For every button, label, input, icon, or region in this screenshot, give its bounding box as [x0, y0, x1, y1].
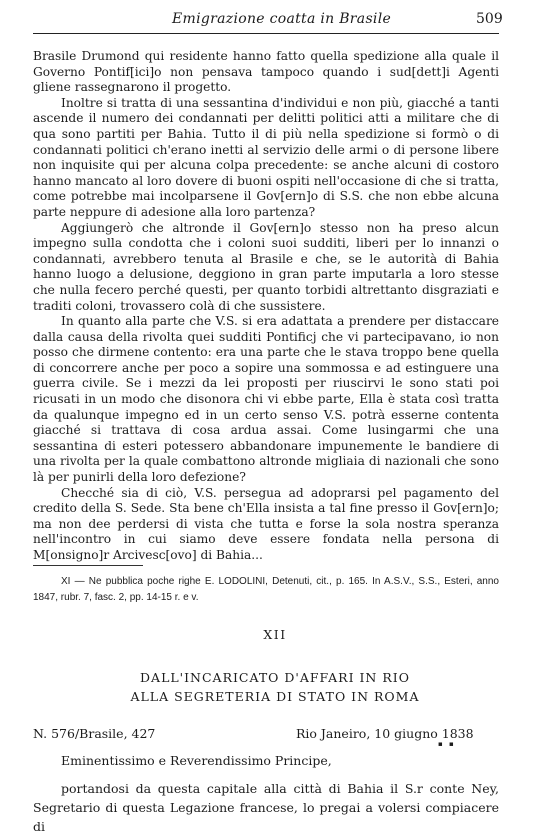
document-title [0, 668, 550, 706]
salutation: Eminentissimo e Reverendissimo Principe, [61, 753, 332, 768]
date-marks: ▪ ▪ [438, 740, 456, 748]
paragraph-continuation: Brasile Drumond qui residente hanno fatto quella spedizione alla quale il Governo Pontif[ici]o non pensava tampoco quando i sud[dett]i Agenti gliene rassegnarono il progetto. [33, 49, 499, 95]
paragraph: Aggiungerò che altronde il Gov[ern]o stesso non ha preso alcun impegno sulla condotta che i coloni suoi sudditi, liberi per lo innanzi o condannati, avrebbero tenuta al Brasile e che, se le autorità di Bahia hanno luogo a delusione, deggiono in gran parte imputarla a loro stesse che nulla fecero perché questi, per quanto torbidi altrettanto disgraziati e traditi coloni, trovassero colà di che sussistere. [33, 220, 499, 313]
running-head: Emigrazione coatta in Brasile [172, 11, 392, 27]
place-date: Rio Janeiro, 10 giugno 1838 [296, 726, 474, 741]
page-header [0, 0, 550, 40]
footnote-rule [33, 565, 143, 566]
footnote: XI — Ne pubblica poche righe E. LODOLINI, Detenuti, cit., p. 165. In A.S.V., S.S., Esteri, anno 1847, rubr. 7, fasc. 2, pp. 14-15 r. e v. [33, 576, 499, 603]
paragraph: In quanto alla parte che V.S. si era adattata a prendere per distaccare dalla causa della rivolta quei sudditi Pontificj che vi partecipavano, io non posso che dirmene contento: era una parte che le stava troppo bene quella di concorrere anche per poco a sopire una sommossa e ad estinguere una guerra civile. Se i mezzi da lei proposti per riuscirvi le sono stati poi ricusati in un modo che disonora chi vi ebbe parte, Ella è stata così tratta da qualunque impegno ed in un certo senso V.S. potrà esserne contenta giacché si trattava di cosa ardua assai. Come lusingarmi che una sessantina di esteri potessero abbandonare impunemente le bandiere di una rivolta per la quale combattono altronde migliaia di nazionali che sono là per punirli della loro defezione? [33, 314, 499, 485]
page-number: 509 [476, 11, 503, 27]
header-rule [33, 33, 499, 34]
letter-opening: portandosi da questa capitale alla città di Bahia il S.r conte Ney, Segretario di questa Legazione francese, lo pregai a volersi compiacere di [33, 781, 499, 834]
main-text [33, 49, 499, 564]
document-title-line: DALL'INCARICATO D'AFFARI IN RIO [140, 670, 410, 685]
paragraph: Inoltre si tratta di una sessantina d'individui e non più, giacché a tanti ascende il numero dei condannati per delitti politici atti a militare che di qua sono partiti per Bahia. Tutto il di più nella spedizione si formò o di condannati politici ch'erano inetti al servizio delle armi o di persone libere non inquisite qui per alcuna colpa precedente: se anche alcuni di costoro hanno mancato al loro dovere di buoni ospiti nell'occasione di che si tratta, come potrebbe mai incolparsene il Gov[ern]o di S.S. che non ebbe alcuna parte neppure di adesione alla loro partenza? [33, 95, 499, 219]
document-title-line: ALLA SEGRETERIA DI STATO IN ROMA [130, 689, 420, 704]
paragraph: Checché sia di ciò, V.S. persegua ad adoprarsi pel pagamento del credito della S. Sede. Sta bene ch'Ella insista a tal fine presso il Gov[ern]o; ma non dee perdersi di vista che tutta e forse la sola nostra speranza nell'incontro in cui siamo deve essere fondata nella persona di M[onsigno]r Arcivesc[ovo] di Bahia... [33, 485, 499, 562]
document-reference: N. 576/Brasile, 427 [33, 726, 156, 741]
document-number: XII [263, 627, 287, 642]
